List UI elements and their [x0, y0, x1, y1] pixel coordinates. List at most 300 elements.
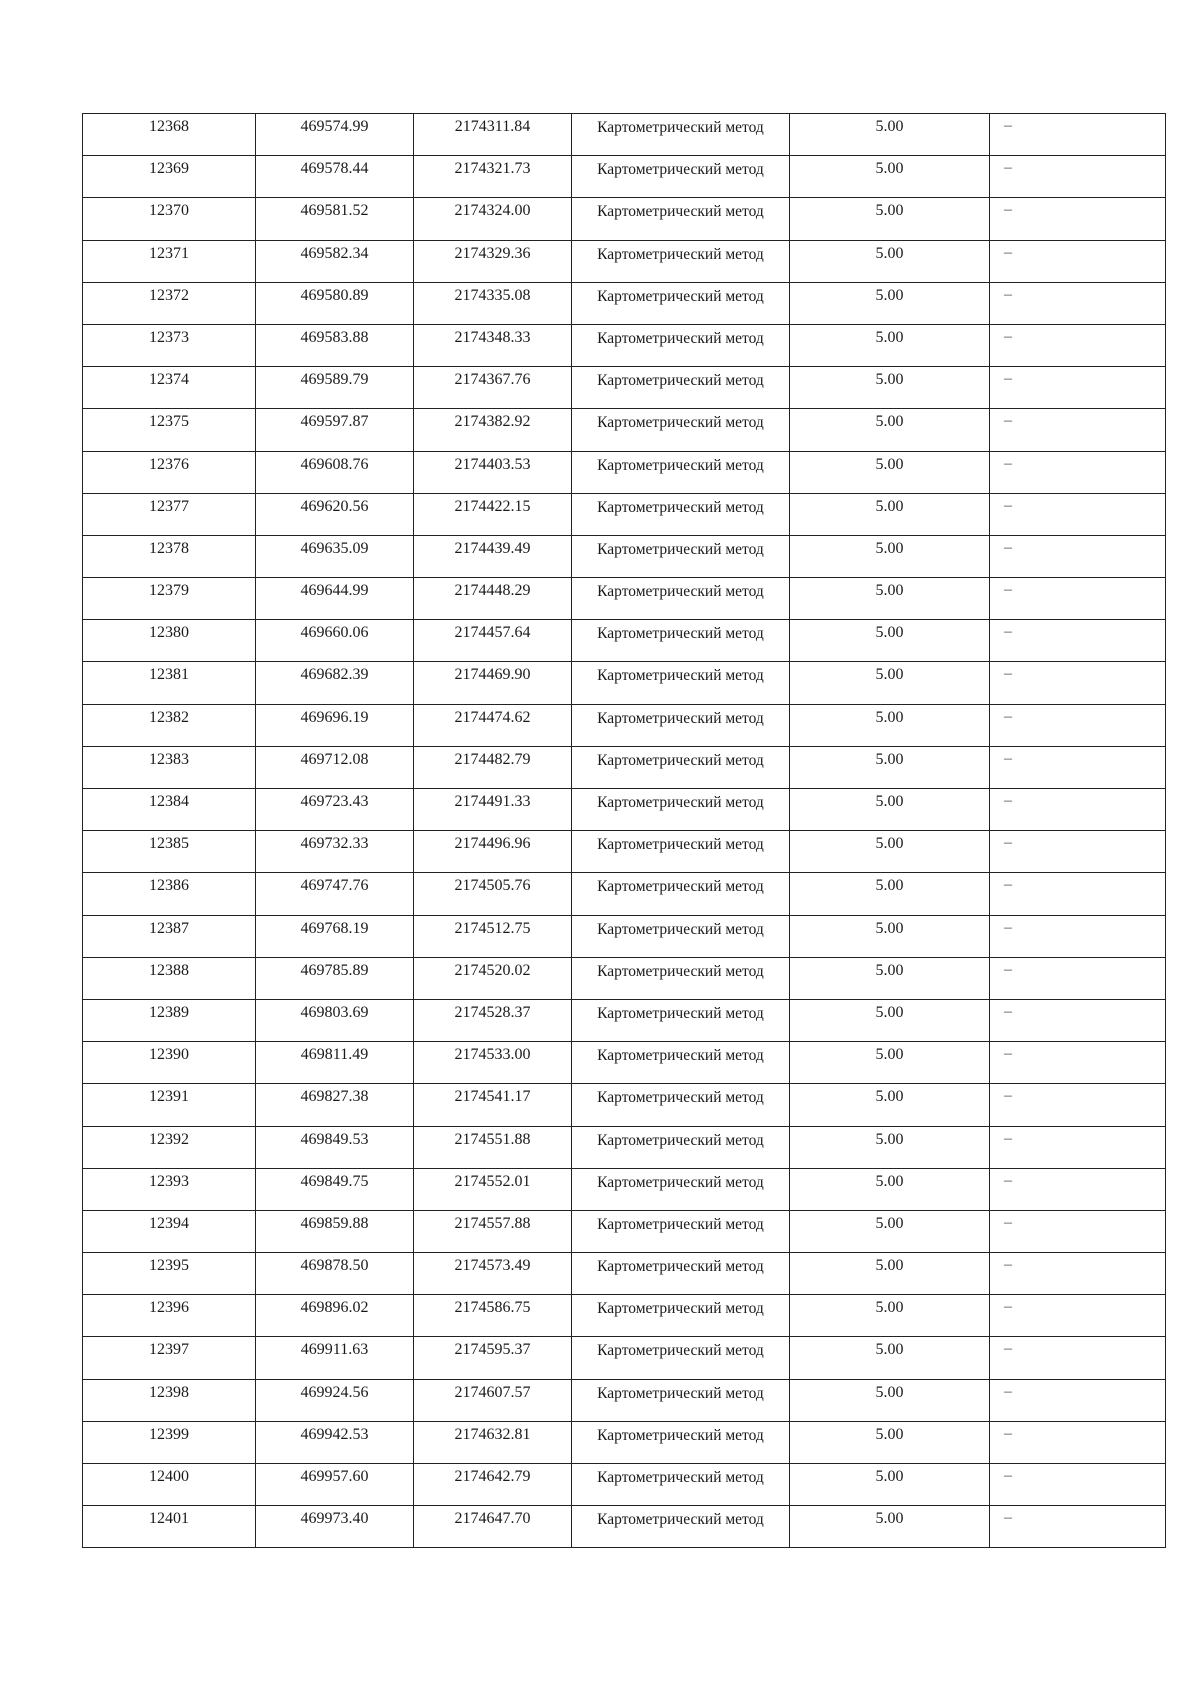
method-value: Картометрический метод: [597, 878, 764, 896]
accuracy-cell: [790, 1168, 990, 1210]
x-coordinate-cell: [256, 873, 414, 915]
point-number-cell: [83, 409, 256, 451]
note-cell: [990, 1295, 1166, 1337]
accuracy-value: 5.00: [875, 1341, 904, 1359]
y-coordinate-value: 2174551.88: [454, 1130, 531, 1148]
note-value: –: [1004, 538, 1012, 556]
method-cell: [572, 324, 790, 366]
method-cell: [572, 704, 790, 746]
method-cell: [572, 535, 790, 577]
x-coordinate-cell: [256, 114, 414, 156]
x-coordinate-cell: [256, 915, 414, 957]
y-coordinate-cell: [414, 1042, 572, 1084]
point-number-value: 12388: [149, 961, 189, 979]
table-row: [83, 746, 1166, 788]
y-coordinate-value: 2174552.01: [454, 1172, 531, 1190]
accuracy-value: 5.00: [875, 371, 904, 389]
method-cell: [572, 999, 790, 1041]
table-row: [83, 620, 1166, 662]
note-cell: [990, 873, 1166, 915]
point-number-cell: [83, 1042, 256, 1084]
table-row: [83, 1421, 1166, 1463]
point-number-cell: [83, 1337, 256, 1379]
method-cell: [572, 1295, 790, 1337]
method-value: Картометрический метод: [597, 456, 764, 474]
method-cell: [572, 451, 790, 493]
accuracy-cell: [790, 1210, 990, 1252]
point-number-cell: [83, 451, 256, 493]
y-coordinate-value: 2174321.73: [454, 160, 531, 178]
point-number-value: 12375: [149, 413, 189, 431]
x-coordinate-value: 469723.43: [300, 793, 369, 810]
accuracy-value: 5.00: [875, 1172, 904, 1190]
y-coordinate-value: 2174422.15: [454, 497, 531, 515]
point-number-cell: [83, 1295, 256, 1337]
y-coordinate-cell: [414, 746, 572, 788]
method-cell: [572, 240, 790, 282]
y-coordinate-value: 2174505.76: [454, 877, 531, 895]
accuracy-value: 5.00: [875, 1046, 904, 1064]
method-value: Картометрический метод: [597, 1004, 764, 1022]
method-cell: [572, 1464, 790, 1506]
note-cell: [990, 704, 1166, 746]
accuracy-cell: [790, 1379, 990, 1421]
accuracy-value: 5.00: [875, 1468, 904, 1485]
point-number-cell: [83, 493, 256, 535]
method-value: Картометрический метод: [597, 1215, 764, 1233]
note-cell: [990, 789, 1166, 831]
note-value: –: [1004, 327, 1012, 345]
method-value: Картометрический метод: [597, 540, 764, 558]
y-coordinate-cell: [414, 1210, 572, 1252]
note-value: –: [1004, 1213, 1012, 1231]
accuracy-cell: [790, 156, 990, 198]
table-row: [83, 789, 1166, 831]
method-value: Картометрический метод: [597, 962, 764, 980]
note-cell: [990, 1253, 1166, 1295]
x-coordinate-cell: [256, 578, 414, 620]
note-value: –: [1004, 918, 1012, 936]
note-cell: [990, 1464, 1166, 1506]
y-coordinate-value: 2174439.49: [454, 539, 531, 557]
table-row: [83, 1210, 1166, 1252]
table-row: [83, 156, 1166, 198]
method-cell: [572, 1126, 790, 1168]
x-coordinate-cell: [256, 746, 414, 788]
y-coordinate-cell: [414, 324, 572, 366]
table-row: [83, 1506, 1166, 1548]
point-number-value: 12390: [149, 1046, 189, 1064]
note-cell: [990, 620, 1166, 662]
accuracy-value: 5.00: [875, 539, 904, 557]
x-coordinate-value: 469582.34: [300, 244, 369, 262]
note-value: –: [1004, 623, 1012, 641]
note-value: –: [1004, 1129, 1012, 1147]
table-row: [83, 873, 1166, 915]
x-coordinate-value: 469620.56: [300, 497, 369, 515]
note-value: –: [1004, 707, 1012, 725]
point-number-value: 12387: [149, 919, 189, 937]
accuracy-value: 5.00: [875, 244, 904, 262]
method-value: Картометрический метод: [597, 329, 764, 347]
accuracy-cell: [790, 662, 990, 704]
y-coordinate-cell: [414, 1084, 572, 1126]
note-cell: [990, 1084, 1166, 1126]
y-coordinate-value: 2174541.17: [454, 1088, 531, 1106]
note-cell: [990, 1042, 1166, 1084]
method-cell: [572, 409, 790, 451]
method-cell: [572, 1379, 790, 1421]
y-coordinate-cell: [414, 493, 572, 535]
y-coordinate-cell: [414, 409, 572, 451]
method-value: Картометрический метод: [597, 1342, 764, 1360]
accuracy-value: 5.00: [875, 1214, 904, 1232]
point-number-value: 12374: [149, 371, 189, 389]
x-coordinate-cell: [256, 1506, 414, 1548]
accuracy-value: 5.00: [875, 455, 904, 473]
x-coordinate-value: 469696.19: [300, 708, 369, 726]
accuracy-cell: [790, 240, 990, 282]
point-number-value: 12395: [149, 1257, 189, 1275]
x-coordinate-value: 469712.08: [300, 750, 369, 768]
y-coordinate-cell: [414, 282, 572, 324]
y-coordinate-cell: [414, 1506, 572, 1548]
y-coordinate-cell: [414, 999, 572, 1041]
y-coordinate-cell: [414, 156, 572, 198]
method-cell: [572, 1337, 790, 1379]
x-coordinate-value: 469896.02: [300, 1299, 369, 1317]
y-coordinate-value: 2174482.79: [454, 750, 531, 768]
point-number-value: 12400: [149, 1468, 189, 1485]
note-value: –: [1004, 285, 1012, 303]
point-number-cell: [83, 873, 256, 915]
x-coordinate-value: 469608.76: [300, 455, 369, 473]
y-coordinate-cell: [414, 1295, 572, 1337]
accuracy-cell: [790, 915, 990, 957]
method-cell: [572, 662, 790, 704]
x-coordinate-value: 469849.53: [300, 1130, 369, 1148]
note-value: –: [1004, 201, 1012, 219]
x-coordinate-cell: [256, 1464, 414, 1506]
x-coordinate-value: 469589.79: [300, 371, 369, 389]
accuracy-cell: [790, 704, 990, 746]
accuracy-cell: [790, 114, 990, 156]
note-cell: [990, 451, 1166, 493]
note-cell: [990, 367, 1166, 409]
method-value: Картометрический метод: [597, 287, 764, 305]
x-coordinate-cell: [256, 620, 414, 662]
x-coordinate-value: 469803.69: [300, 1003, 369, 1021]
point-number-value: 12368: [149, 118, 189, 135]
x-coordinate-value: 469574.99: [300, 118, 369, 135]
y-coordinate-cell: [414, 789, 572, 831]
y-coordinate-cell: [414, 915, 572, 957]
x-coordinate-cell: [256, 831, 414, 873]
method-value: Картометрический метод: [597, 414, 764, 432]
table-row: [83, 1253, 1166, 1295]
point-number-value: 12371: [149, 244, 189, 262]
accuracy-cell: [790, 493, 990, 535]
note-cell: [990, 198, 1166, 240]
y-coordinate-cell: [414, 1379, 572, 1421]
accuracy-cell: [790, 1042, 990, 1084]
table-row: [83, 578, 1166, 620]
method-cell: [572, 873, 790, 915]
point-number-cell: [83, 1379, 256, 1421]
point-number-cell: [83, 831, 256, 873]
note-value: –: [1004, 243, 1012, 261]
x-coordinate-cell: [256, 535, 414, 577]
method-cell: [572, 1253, 790, 1295]
method-value: Картометрический метод: [597, 1384, 764, 1402]
method-cell: [572, 957, 790, 999]
point-number-value: 12399: [149, 1425, 189, 1443]
point-number-cell: [83, 282, 256, 324]
x-coordinate-cell: [256, 493, 414, 535]
point-number-cell: [83, 662, 256, 704]
accuracy-cell: [790, 789, 990, 831]
note-cell: [990, 114, 1166, 156]
table-row: [83, 282, 1166, 324]
method-value: Картометрический метод: [597, 1300, 764, 1318]
point-number-cell: [83, 367, 256, 409]
method-cell: [572, 746, 790, 788]
method-value: Картометрический метод: [597, 920, 764, 938]
note-cell: [990, 535, 1166, 577]
point-number-value: 12377: [149, 497, 189, 515]
point-number-value: 12389: [149, 1003, 189, 1021]
note-value: –: [1004, 792, 1012, 809]
method-cell: [572, 789, 790, 831]
accuracy-cell: [790, 409, 990, 451]
y-coordinate-value: 2174324.00: [454, 202, 531, 220]
accuracy-cell: [790, 1421, 990, 1463]
method-cell: [572, 367, 790, 409]
method-cell: [572, 1506, 790, 1548]
accuracy-cell: [790, 831, 990, 873]
method-cell: [572, 915, 790, 957]
method-value: Картометрический метод: [597, 203, 764, 221]
note-cell: [990, 493, 1166, 535]
point-number-cell: [83, 240, 256, 282]
note-value: –: [1004, 749, 1012, 767]
point-number-cell: [83, 999, 256, 1041]
y-coordinate-cell: [414, 831, 572, 873]
y-coordinate-value: 2174607.57: [454, 1383, 531, 1401]
method-cell: [572, 1084, 790, 1126]
table-row: [83, 915, 1166, 957]
accuracy-cell: [790, 535, 990, 577]
point-number-value: 12378: [149, 539, 189, 557]
y-coordinate-value: 2174528.37: [454, 1003, 531, 1021]
note-value: –: [1004, 1298, 1012, 1316]
x-coordinate-cell: [256, 1253, 414, 1295]
table-row: [83, 662, 1166, 704]
point-number-cell: [83, 156, 256, 198]
method-cell: [572, 198, 790, 240]
x-coordinate-value: 469878.50: [300, 1257, 369, 1275]
x-coordinate-value: 469827.38: [300, 1088, 369, 1106]
point-number-value: 12396: [149, 1299, 189, 1317]
x-coordinate-value: 469942.53: [300, 1425, 369, 1443]
x-coordinate-value: 469635.09: [300, 539, 369, 557]
accuracy-value: 5.00: [875, 961, 904, 979]
point-number-value: 12381: [149, 666, 189, 684]
note-value: –: [1004, 117, 1012, 134]
method-value: Картометрический метод: [597, 1173, 764, 1191]
y-coordinate-cell: [414, 1168, 572, 1210]
y-coordinate-cell: [414, 1126, 572, 1168]
y-coordinate-value: 2174311.84: [454, 118, 531, 135]
note-cell: [990, 1337, 1166, 1379]
y-coordinate-cell: [414, 704, 572, 746]
y-coordinate-value: 2174348.33: [454, 328, 531, 346]
y-coordinate-value: 2174448.29: [454, 582, 531, 600]
point-number-cell: [83, 1126, 256, 1168]
note-cell: [990, 1421, 1166, 1463]
method-value: Картометрический метод: [597, 119, 764, 136]
y-coordinate-value: 2174469.90: [454, 666, 531, 684]
x-coordinate-value: 469581.52: [300, 202, 369, 220]
accuracy-value: 5.00: [875, 328, 904, 346]
point-number-value: 12394: [149, 1214, 189, 1232]
accuracy-cell: [790, 620, 990, 662]
note-value: –: [1004, 454, 1012, 472]
note-cell: [990, 1210, 1166, 1252]
method-cell: [572, 831, 790, 873]
method-value: Картометрический метод: [597, 751, 764, 769]
y-coordinate-value: 2174573.49: [454, 1257, 531, 1275]
table-row: [83, 957, 1166, 999]
note-value: –: [1004, 412, 1012, 430]
coordinates-table: [82, 113, 1166, 1548]
x-coordinate-value: 469580.89: [300, 286, 369, 304]
point-number-cell: [83, 324, 256, 366]
note-cell: [990, 409, 1166, 451]
method-cell: [572, 578, 790, 620]
accuracy-cell: [790, 1337, 990, 1379]
note-cell: [990, 578, 1166, 620]
point-number-cell: [83, 1506, 256, 1548]
y-coordinate-value: 2174586.75: [454, 1299, 531, 1317]
accuracy-value: 5.00: [875, 708, 904, 726]
x-coordinate-cell: [256, 367, 414, 409]
accuracy-value: 5.00: [875, 286, 904, 304]
y-coordinate-cell: [414, 662, 572, 704]
method-value: Картометрический метод: [597, 625, 764, 643]
note-value: –: [1004, 1382, 1012, 1400]
point-number-cell: [83, 1168, 256, 1210]
note-value: –: [1004, 1509, 1012, 1527]
x-coordinate-cell: [256, 324, 414, 366]
accuracy-value: 5.00: [875, 497, 904, 515]
table-row: [83, 535, 1166, 577]
note-cell: [990, 746, 1166, 788]
note-cell: [990, 1168, 1166, 1210]
y-coordinate-value: 2174457.64: [454, 624, 531, 642]
accuracy-cell: [790, 1506, 990, 1548]
method-cell: [572, 114, 790, 156]
method-value: Картометрический метод: [597, 836, 764, 854]
y-coordinate-cell: [414, 198, 572, 240]
table-row: [83, 831, 1166, 873]
point-number-cell: [83, 198, 256, 240]
y-coordinate-value: 2174533.00: [454, 1046, 531, 1064]
accuracy-cell: [790, 746, 990, 788]
y-coordinate-value: 2174491.33: [454, 793, 531, 810]
point-number-value: 12393: [149, 1172, 189, 1190]
x-coordinate-cell: [256, 999, 414, 1041]
accuracy-value: 5.00: [875, 1257, 904, 1275]
y-coordinate-value: 2174557.88: [454, 1214, 531, 1232]
point-number-cell: [83, 704, 256, 746]
method-cell: [572, 620, 790, 662]
accuracy-value: 5.00: [875, 1383, 904, 1401]
note-value: –: [1004, 665, 1012, 683]
y-coordinate-cell: [414, 240, 572, 282]
table-row: [83, 1379, 1166, 1421]
method-cell: [572, 1210, 790, 1252]
note-cell: [990, 156, 1166, 198]
x-coordinate-value: 469644.99: [300, 582, 369, 600]
point-number-value: 12383: [149, 750, 189, 768]
coordinates-table-body: [83, 114, 1166, 1548]
method-value: Картометрический метод: [597, 667, 764, 685]
point-number-value: 12380: [149, 624, 189, 642]
method-cell: [572, 156, 790, 198]
accuracy-cell: [790, 999, 990, 1041]
table-row: [83, 1084, 1166, 1126]
point-number-value: 12386: [149, 877, 189, 895]
x-coordinate-cell: [256, 240, 414, 282]
x-coordinate-cell: [256, 1210, 414, 1252]
point-number-cell: [83, 535, 256, 577]
x-coordinate-value: 469859.88: [300, 1214, 369, 1232]
y-coordinate-value: 2174512.75: [454, 919, 531, 937]
accuracy-value: 5.00: [875, 793, 904, 810]
accuracy-cell: [790, 957, 990, 999]
y-coordinate-cell: [414, 451, 572, 493]
note-cell: [990, 1506, 1166, 1548]
y-coordinate-value: 2174329.36: [454, 244, 531, 262]
accuracy-value: 5.00: [875, 750, 904, 768]
point-number-cell: [83, 1464, 256, 1506]
accuracy-value: 5.00: [875, 1130, 904, 1148]
point-number-value: 12391: [149, 1088, 189, 1106]
y-coordinate-cell: [414, 873, 572, 915]
note-value: –: [1004, 1045, 1012, 1063]
table-row: [83, 1126, 1166, 1168]
x-coordinate-value: 469785.89: [300, 961, 369, 979]
point-number-cell: [83, 114, 256, 156]
method-value: Картометрический метод: [597, 161, 764, 179]
accuracy-value: 5.00: [875, 919, 904, 937]
accuracy-value: 5.00: [875, 118, 904, 135]
method-cell: [572, 493, 790, 535]
note-value: –: [1004, 581, 1012, 599]
accuracy-value: 5.00: [875, 413, 904, 431]
x-coordinate-cell: [256, 156, 414, 198]
accuracy-cell: [790, 1295, 990, 1337]
x-coordinate-value: 469583.88: [300, 328, 369, 346]
point-number-cell: [83, 789, 256, 831]
point-number-value: 12376: [149, 455, 189, 473]
table-row: [83, 1464, 1166, 1506]
method-value: Картометрический метод: [597, 1047, 764, 1065]
y-coordinate-value: 2174474.62: [454, 708, 531, 726]
x-coordinate-value: 469911.63: [300, 1341, 369, 1359]
y-coordinate-value: 2174642.79: [454, 1468, 531, 1485]
